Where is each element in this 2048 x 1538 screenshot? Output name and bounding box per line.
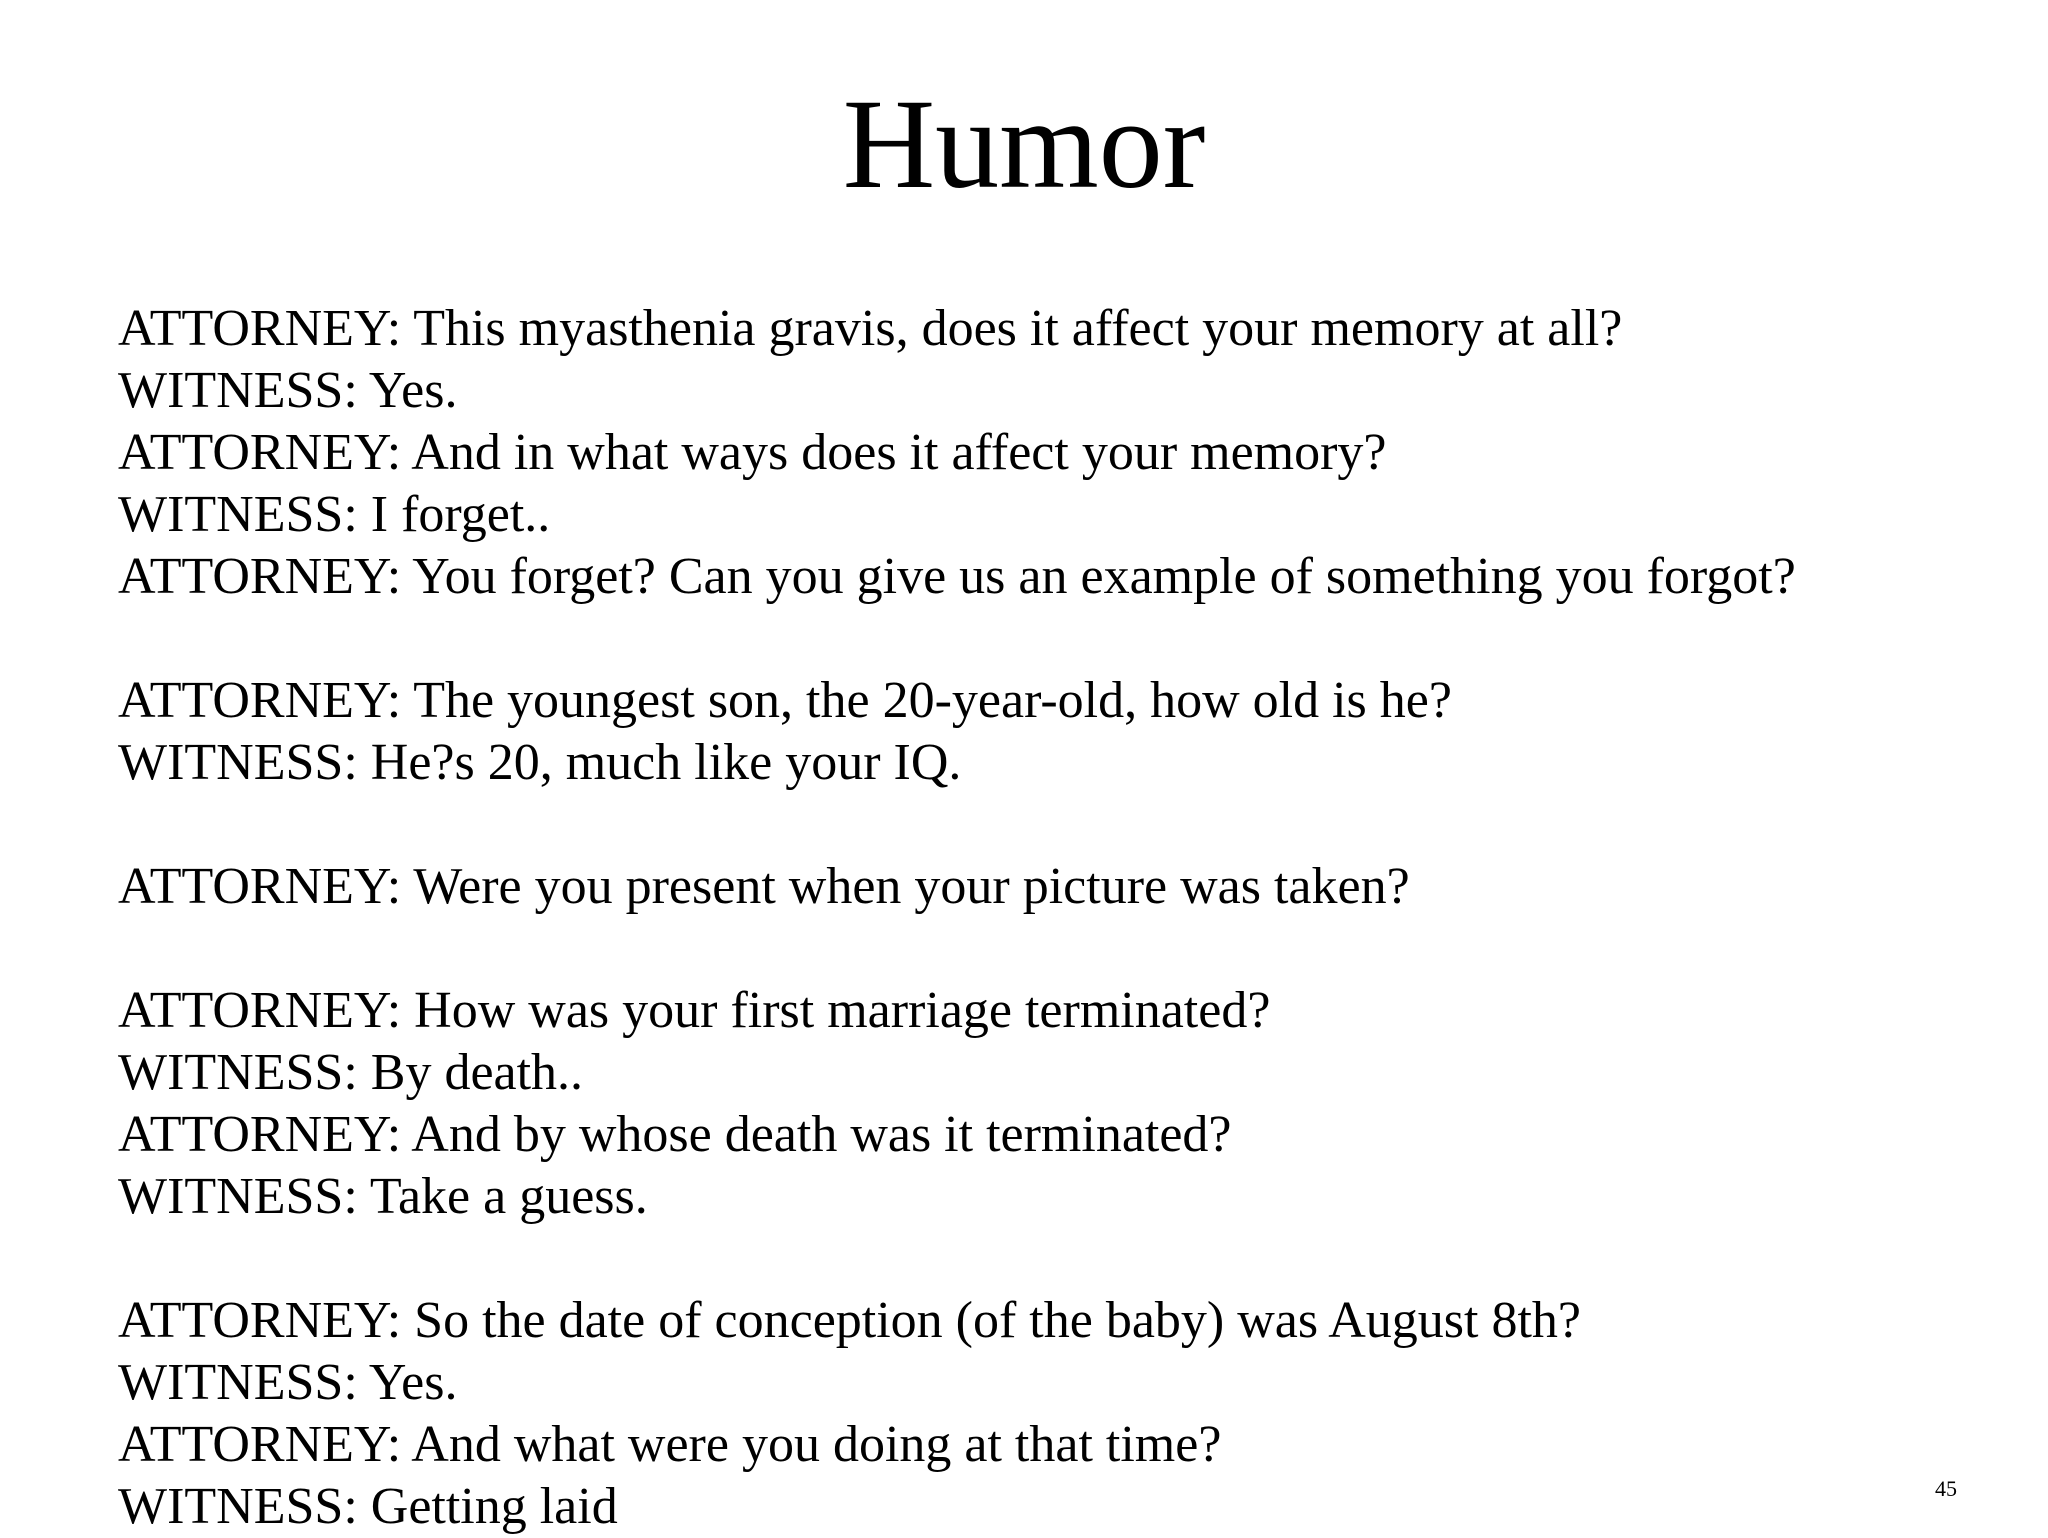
- dialogue-line: WITNESS: I forget..: [118, 486, 551, 543]
- dialogue-line: ATTORNEY: So the date of conception (of the baby) was August 8th?: [118, 1292, 1581, 1349]
- dialogue-line: ATTORNEY: And in what ways does it affect your memory?: [118, 424, 1387, 481]
- dialogue-line: WITNESS: Getting laid: [118, 1478, 618, 1535]
- dialogue-line: WITNESS: He?s 20, much like your IQ.: [118, 734, 962, 791]
- dialogue-line: WITNESS: Yes.: [118, 1354, 458, 1411]
- dialogue-line: ATTORNEY: And by whose death was it terminated?: [118, 1106, 1232, 1163]
- page-number: 45: [1935, 1476, 1957, 1501]
- blank-line: [118, 794, 1968, 856]
- dialogue-line: WITNESS: Yes.: [118, 362, 458, 419]
- blank-line: [118, 1228, 1968, 1290]
- dialogue-line: WITNESS: Take a guess.: [118, 1168, 648, 1225]
- dialogue-text: [118, 298, 1968, 1538]
- dialogue-line: WITNESS: By death..: [118, 1044, 584, 1101]
- dialogue-line: ATTORNEY: And what were you doing at that time?: [118, 1416, 1222, 1473]
- slide-title: Humor: [842, 73, 1206, 215]
- blank-line: [118, 918, 1968, 980]
- dialogue-line: ATTORNEY: This myasthenia gravis, does it affect your memory at all?: [118, 300, 1623, 357]
- blank-line: [118, 608, 1968, 670]
- dialogue-line: ATTORNEY: Were you present when your picture was taken?: [118, 858, 1410, 915]
- dialogue-line: ATTORNEY: You forget? Can you give us an example of something you forgot?: [118, 548, 1796, 605]
- dialogue-line: ATTORNEY: How was your first marriage terminated?: [118, 982, 1271, 1039]
- dialogue-line: ATTORNEY: The youngest son, the 20-year-old, how old is he?: [118, 672, 1452, 729]
